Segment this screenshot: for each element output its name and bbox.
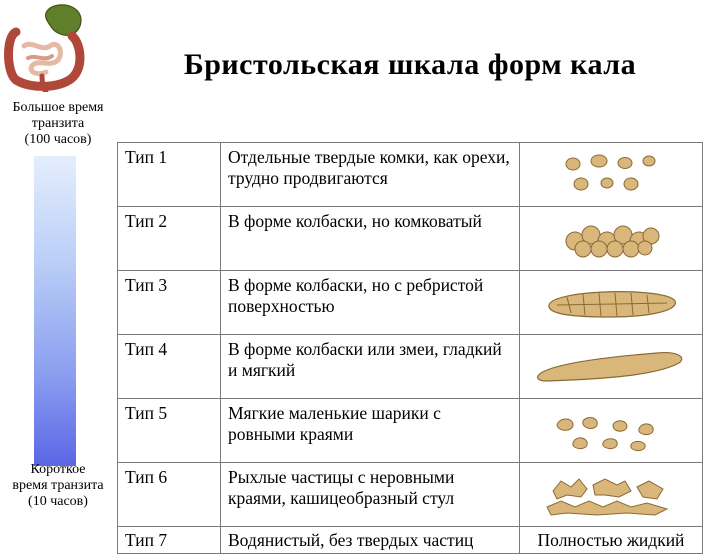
short-transit-line-2: время транзита (12, 478, 104, 493)
long-transit-line-1: Большое время (12, 100, 104, 115)
description-cell: Мягкие маленькие шарики с ровными краями (221, 399, 520, 463)
description-cell: Водянистый, без твердых частиц (221, 527, 520, 554)
type-cell: Тип 7 (118, 527, 221, 554)
separate-lumps-icon (520, 143, 703, 207)
long-transit-line-2: транзита (31, 116, 85, 131)
bristol-scale-table (117, 142, 703, 554)
table-row (118, 207, 703, 271)
short-transit-line-1: Короткое (30, 462, 86, 477)
type-cell: Тип 2 (118, 207, 221, 271)
table-row (118, 463, 703, 527)
page-title: Бристольская шкала форм кала (183, 48, 637, 81)
type-cell: Тип 4 (118, 335, 221, 399)
short-transit-line-3: (10 часов) (28, 494, 88, 509)
table-row (118, 527, 703, 554)
table-row (118, 143, 703, 207)
transit-time-gradient-bar (34, 156, 76, 466)
type-cell: Тип 1 (118, 143, 221, 207)
description-cell: В форме колбаски, но с ребристой поверхностью (221, 271, 520, 335)
long-transit-label (0, 100, 116, 148)
description-cell: Рыхлые частицы с неровными краями, кашицеобразный стул (221, 463, 520, 527)
soft-blobs-icon (520, 399, 703, 463)
type-cell: Тип 3 (118, 271, 221, 335)
description-cell: В форме колбаски или змеи, гладкий и мягкий (221, 335, 520, 399)
digestive-tract-logo (2, 2, 90, 92)
cracked-sausage-icon (520, 271, 703, 335)
short-transit-label (0, 462, 116, 510)
description-cell: В форме колбаски, но комковатый (221, 207, 520, 271)
table-row (118, 335, 703, 399)
lumpy-sausage-icon (520, 207, 703, 271)
mushy-pieces-icon (520, 463, 703, 527)
smooth-sausage-icon (520, 335, 703, 399)
liquid-cell: Полностью жидкий (520, 527, 703, 554)
table-row (118, 271, 703, 335)
description-cell: Отдельные твердые комки, как орехи, трудно продвигаются (221, 143, 520, 207)
type-cell: Тип 6 (118, 463, 221, 527)
type-cell: Тип 5 (118, 399, 221, 463)
table-row (118, 399, 703, 463)
long-transit-line-3: (100 часов) (24, 132, 92, 147)
